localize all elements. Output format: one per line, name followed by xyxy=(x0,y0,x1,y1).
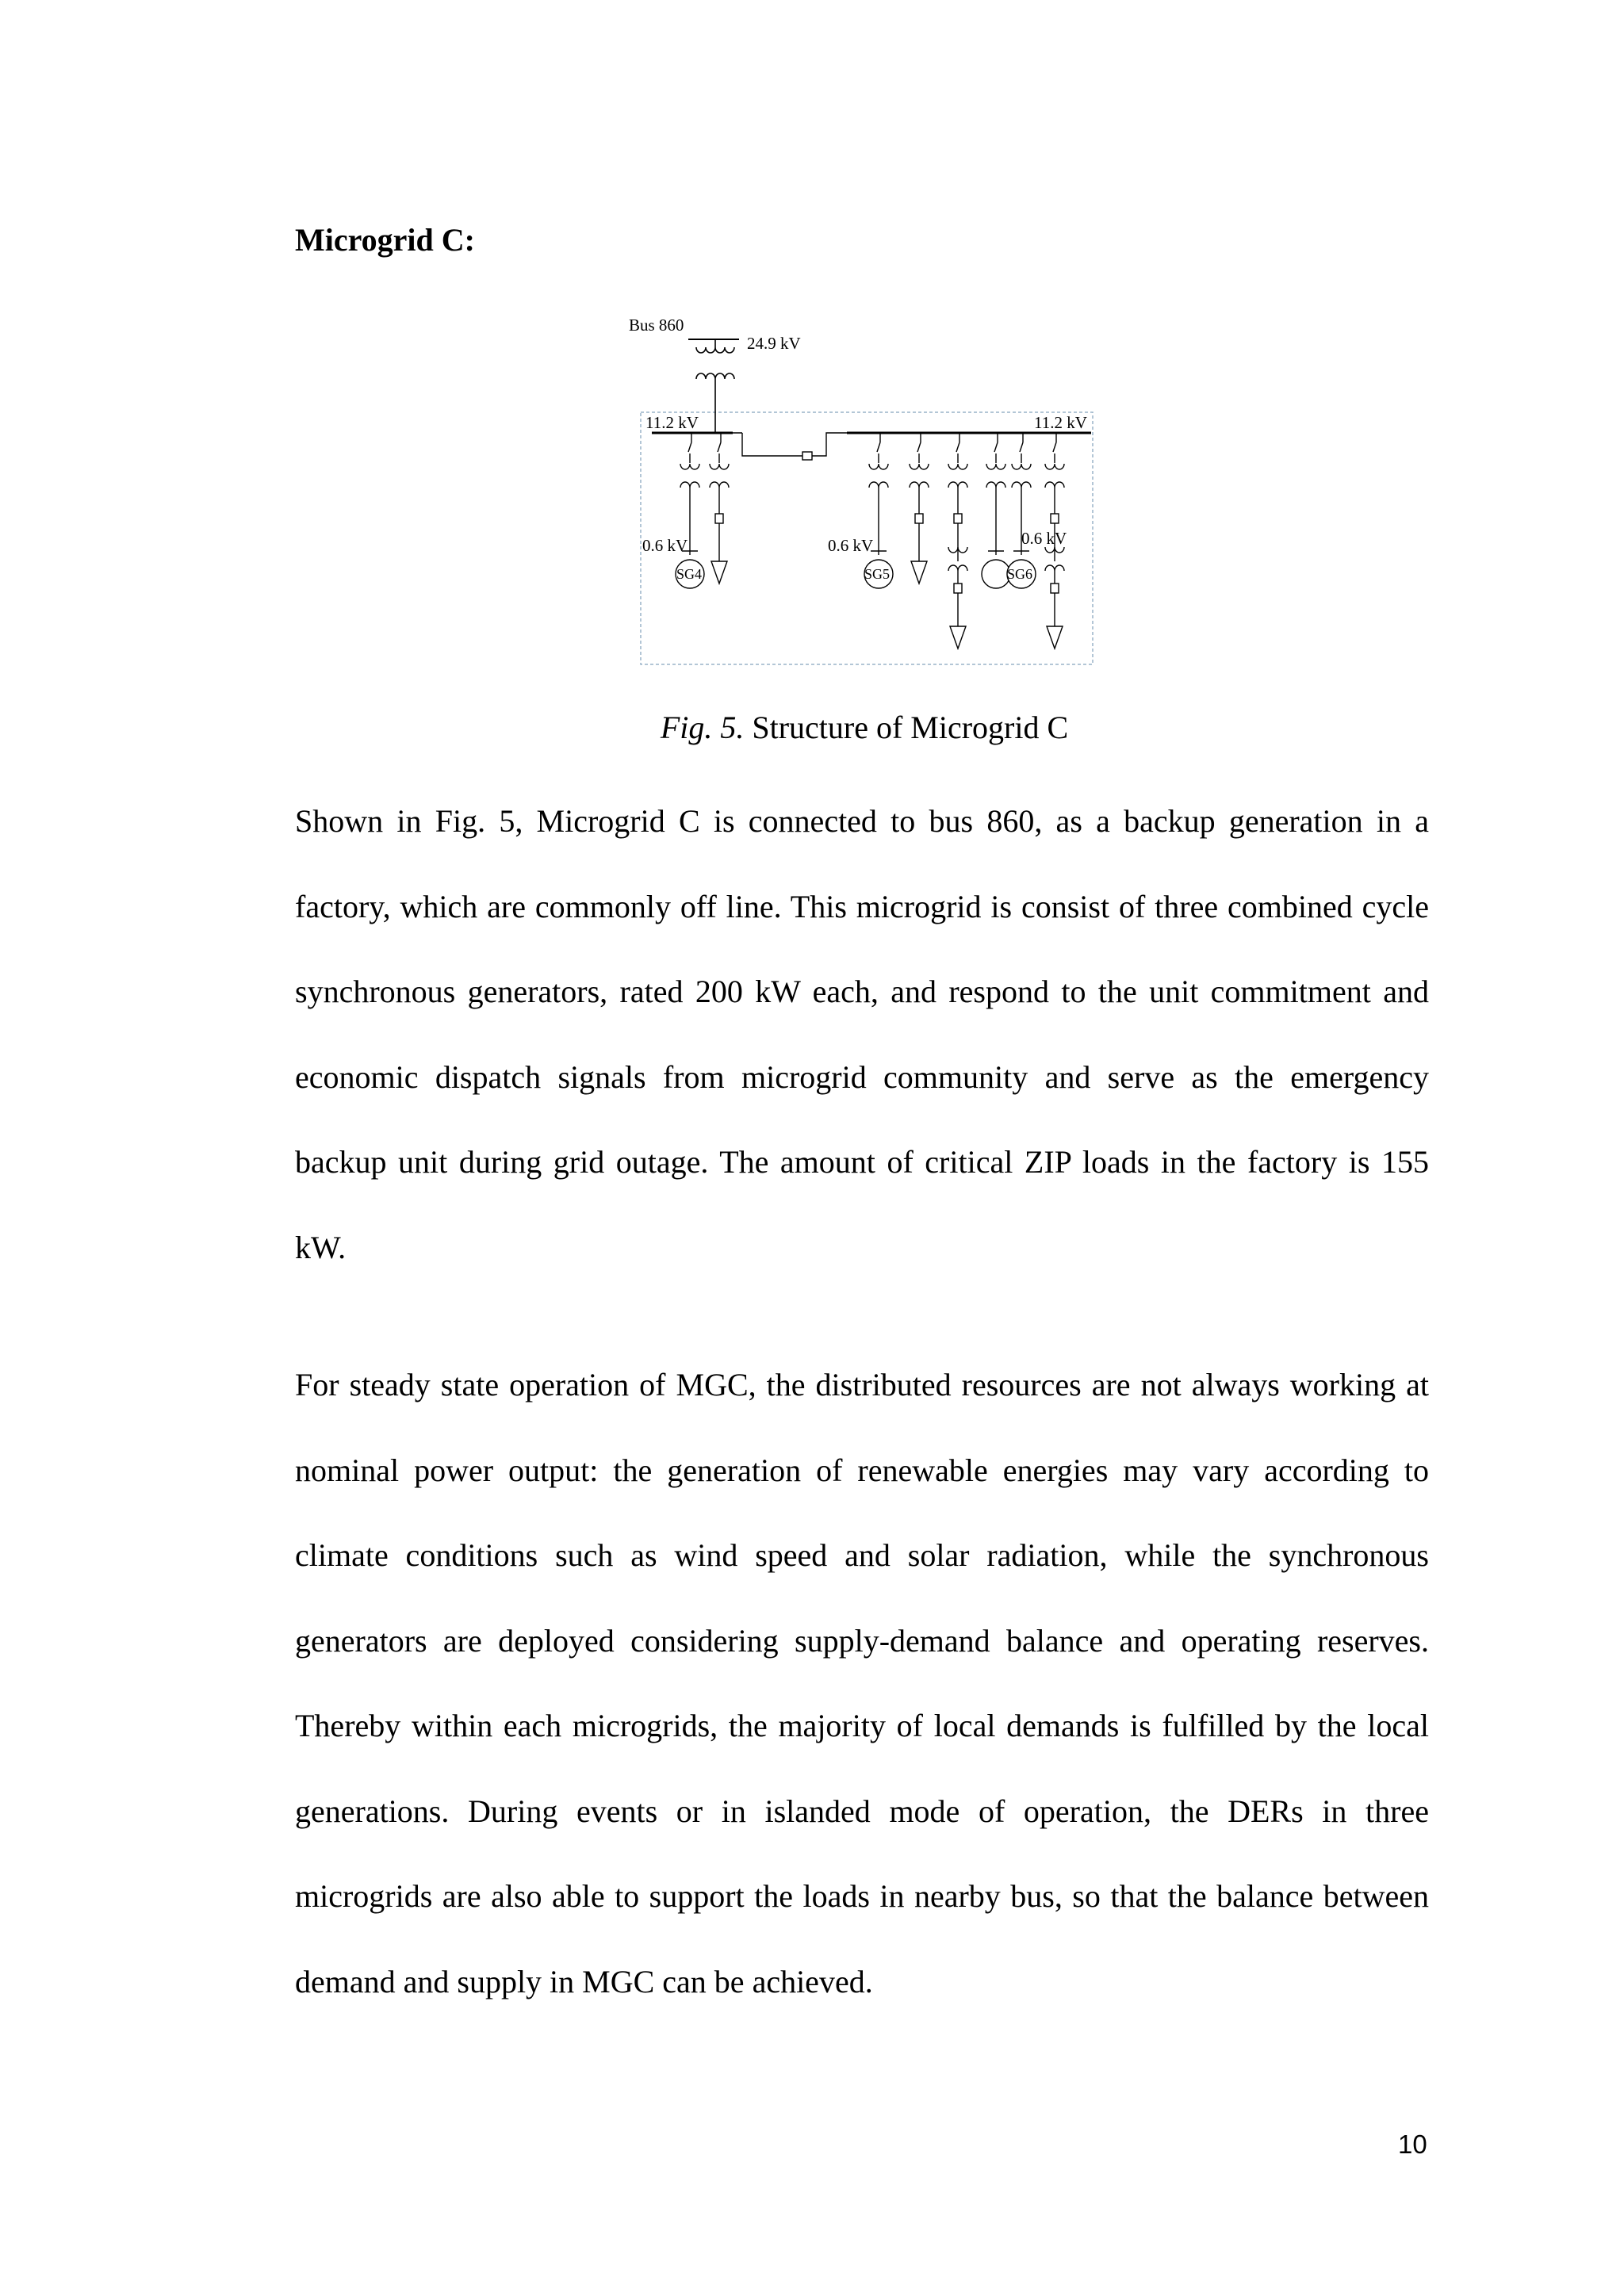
figure-number: Fig. 5. xyxy=(660,710,745,745)
bus-860-label: Bus 860 xyxy=(629,316,684,335)
feeder-4-breaker xyxy=(954,514,962,523)
feeder-4-lv-load-arrow xyxy=(950,626,966,649)
feeder-0-transformer-winding-bottom xyxy=(680,482,699,488)
feeder-7-transformer-winding-top xyxy=(1045,464,1064,469)
hv-voltage-label: 24.9 kV xyxy=(747,334,801,353)
generator-sg5-label: SG5 xyxy=(864,566,891,582)
feeder-4-switch xyxy=(956,442,959,452)
feeder-3-breaker xyxy=(915,514,923,523)
feeder-3-transformer-winding-bottom xyxy=(910,482,929,488)
section-heading: Microgrid C: xyxy=(295,222,475,258)
microgrid-c-diagram xyxy=(619,309,1110,698)
paragraph-1: Shown in Fig. 5, Microgrid C is connected to bus 860, as a backup generation in a factory, which are commonly off line. This microgrid is consist of three combined cycle synchronous generators, rated 200 kW each, and respond to the unit commitment and economic dispatch signals from microgrid community and serve as the emergency backup unit during grid outage. The amount of critical ZIP loads in the factory is 155 kW. xyxy=(295,803,1429,1265)
feeder-4-transformer-winding-top xyxy=(948,464,967,469)
feeder-3-switch xyxy=(917,442,921,452)
feeder-4-lv-transformer-winding-bottom xyxy=(948,565,967,571)
feeder-0-switch xyxy=(688,442,691,452)
feeder-1-switch xyxy=(718,442,721,452)
feeder-3-load-arrow xyxy=(911,561,927,584)
lv-voltage-label-2: 0.6 kV xyxy=(828,536,874,555)
feeder-5-transformer-winding-bottom xyxy=(986,482,1005,488)
lv-voltage-label-1: 0.6 kV xyxy=(642,536,688,555)
mv-right-voltage-label: 11.2 kV xyxy=(1034,413,1087,432)
feeder-3-transformer-winding-top xyxy=(910,464,929,469)
caption-text: Structure of Microgrid C xyxy=(752,710,1069,745)
mv-left-voltage-label: 11.2 kV xyxy=(645,413,699,432)
generator-sg4-label: SG4 xyxy=(676,566,703,582)
feeder-5-switch xyxy=(994,442,998,452)
feeder-7-transformer-winding-bottom xyxy=(1045,482,1064,488)
generator-sg6-label: SG6 xyxy=(1006,566,1033,582)
feeder-2-transformer-winding-bottom xyxy=(869,482,888,488)
feeder-7-lv-transformer-winding-bottom xyxy=(1045,565,1064,571)
figure-caption xyxy=(0,708,1624,748)
feeder-1-breaker xyxy=(715,514,723,523)
feeder-1-transformer-winding-top xyxy=(710,464,729,469)
feeder-2-transformer-winding-top xyxy=(869,464,888,469)
feeder-4-transformer-winding-bottom xyxy=(948,482,967,488)
feeder-5-generator-circle xyxy=(982,560,1010,588)
paragraph-2: For steady state operation of MGC, the distributed resources are not always working at nominal power output: the generation of renewable energies may vary according to climate conditions such as wind speed and solar radiation, while the synchronous generators are deployed considering supply-demand balance and operating reserves. Thereby within each microgrids, the majority of local demands is fulfilled by the local generations. During events or in islanded mode of operation, the DERs in three microgrids are also able to support the loads in nearby bus, so that the balance between demand and supply in MGC can be achieved. xyxy=(295,1367,1429,1999)
one-line-diagram-svg xyxy=(619,309,1110,698)
main-transformer xyxy=(696,339,734,433)
feeder-7-switch xyxy=(1053,442,1056,452)
feeder-6-transformer-winding-bottom xyxy=(1012,482,1031,488)
feeder-4-lv-breaker xyxy=(954,584,962,593)
feeder-1-transformer-winding-bottom xyxy=(710,482,729,488)
feeder-7-lv-load-arrow xyxy=(1047,626,1063,649)
feeder-7-breaker xyxy=(1051,514,1059,523)
feeder-7-lv-breaker xyxy=(1051,584,1059,593)
lv-voltage-label-3: 0.6 kV xyxy=(1021,529,1067,548)
feeder-6-transformer-winding-top xyxy=(1012,464,1031,469)
feeder-1-load-arrow xyxy=(711,561,727,584)
bus-tie-breaker xyxy=(720,433,847,460)
page-number: 10 xyxy=(1398,2130,1427,2159)
feeder-2-switch xyxy=(877,442,880,452)
feeder-6-switch xyxy=(1020,442,1023,452)
feeder-5-transformer-winding-top xyxy=(986,464,1005,469)
feeder-0-transformer-winding-top xyxy=(680,464,699,469)
